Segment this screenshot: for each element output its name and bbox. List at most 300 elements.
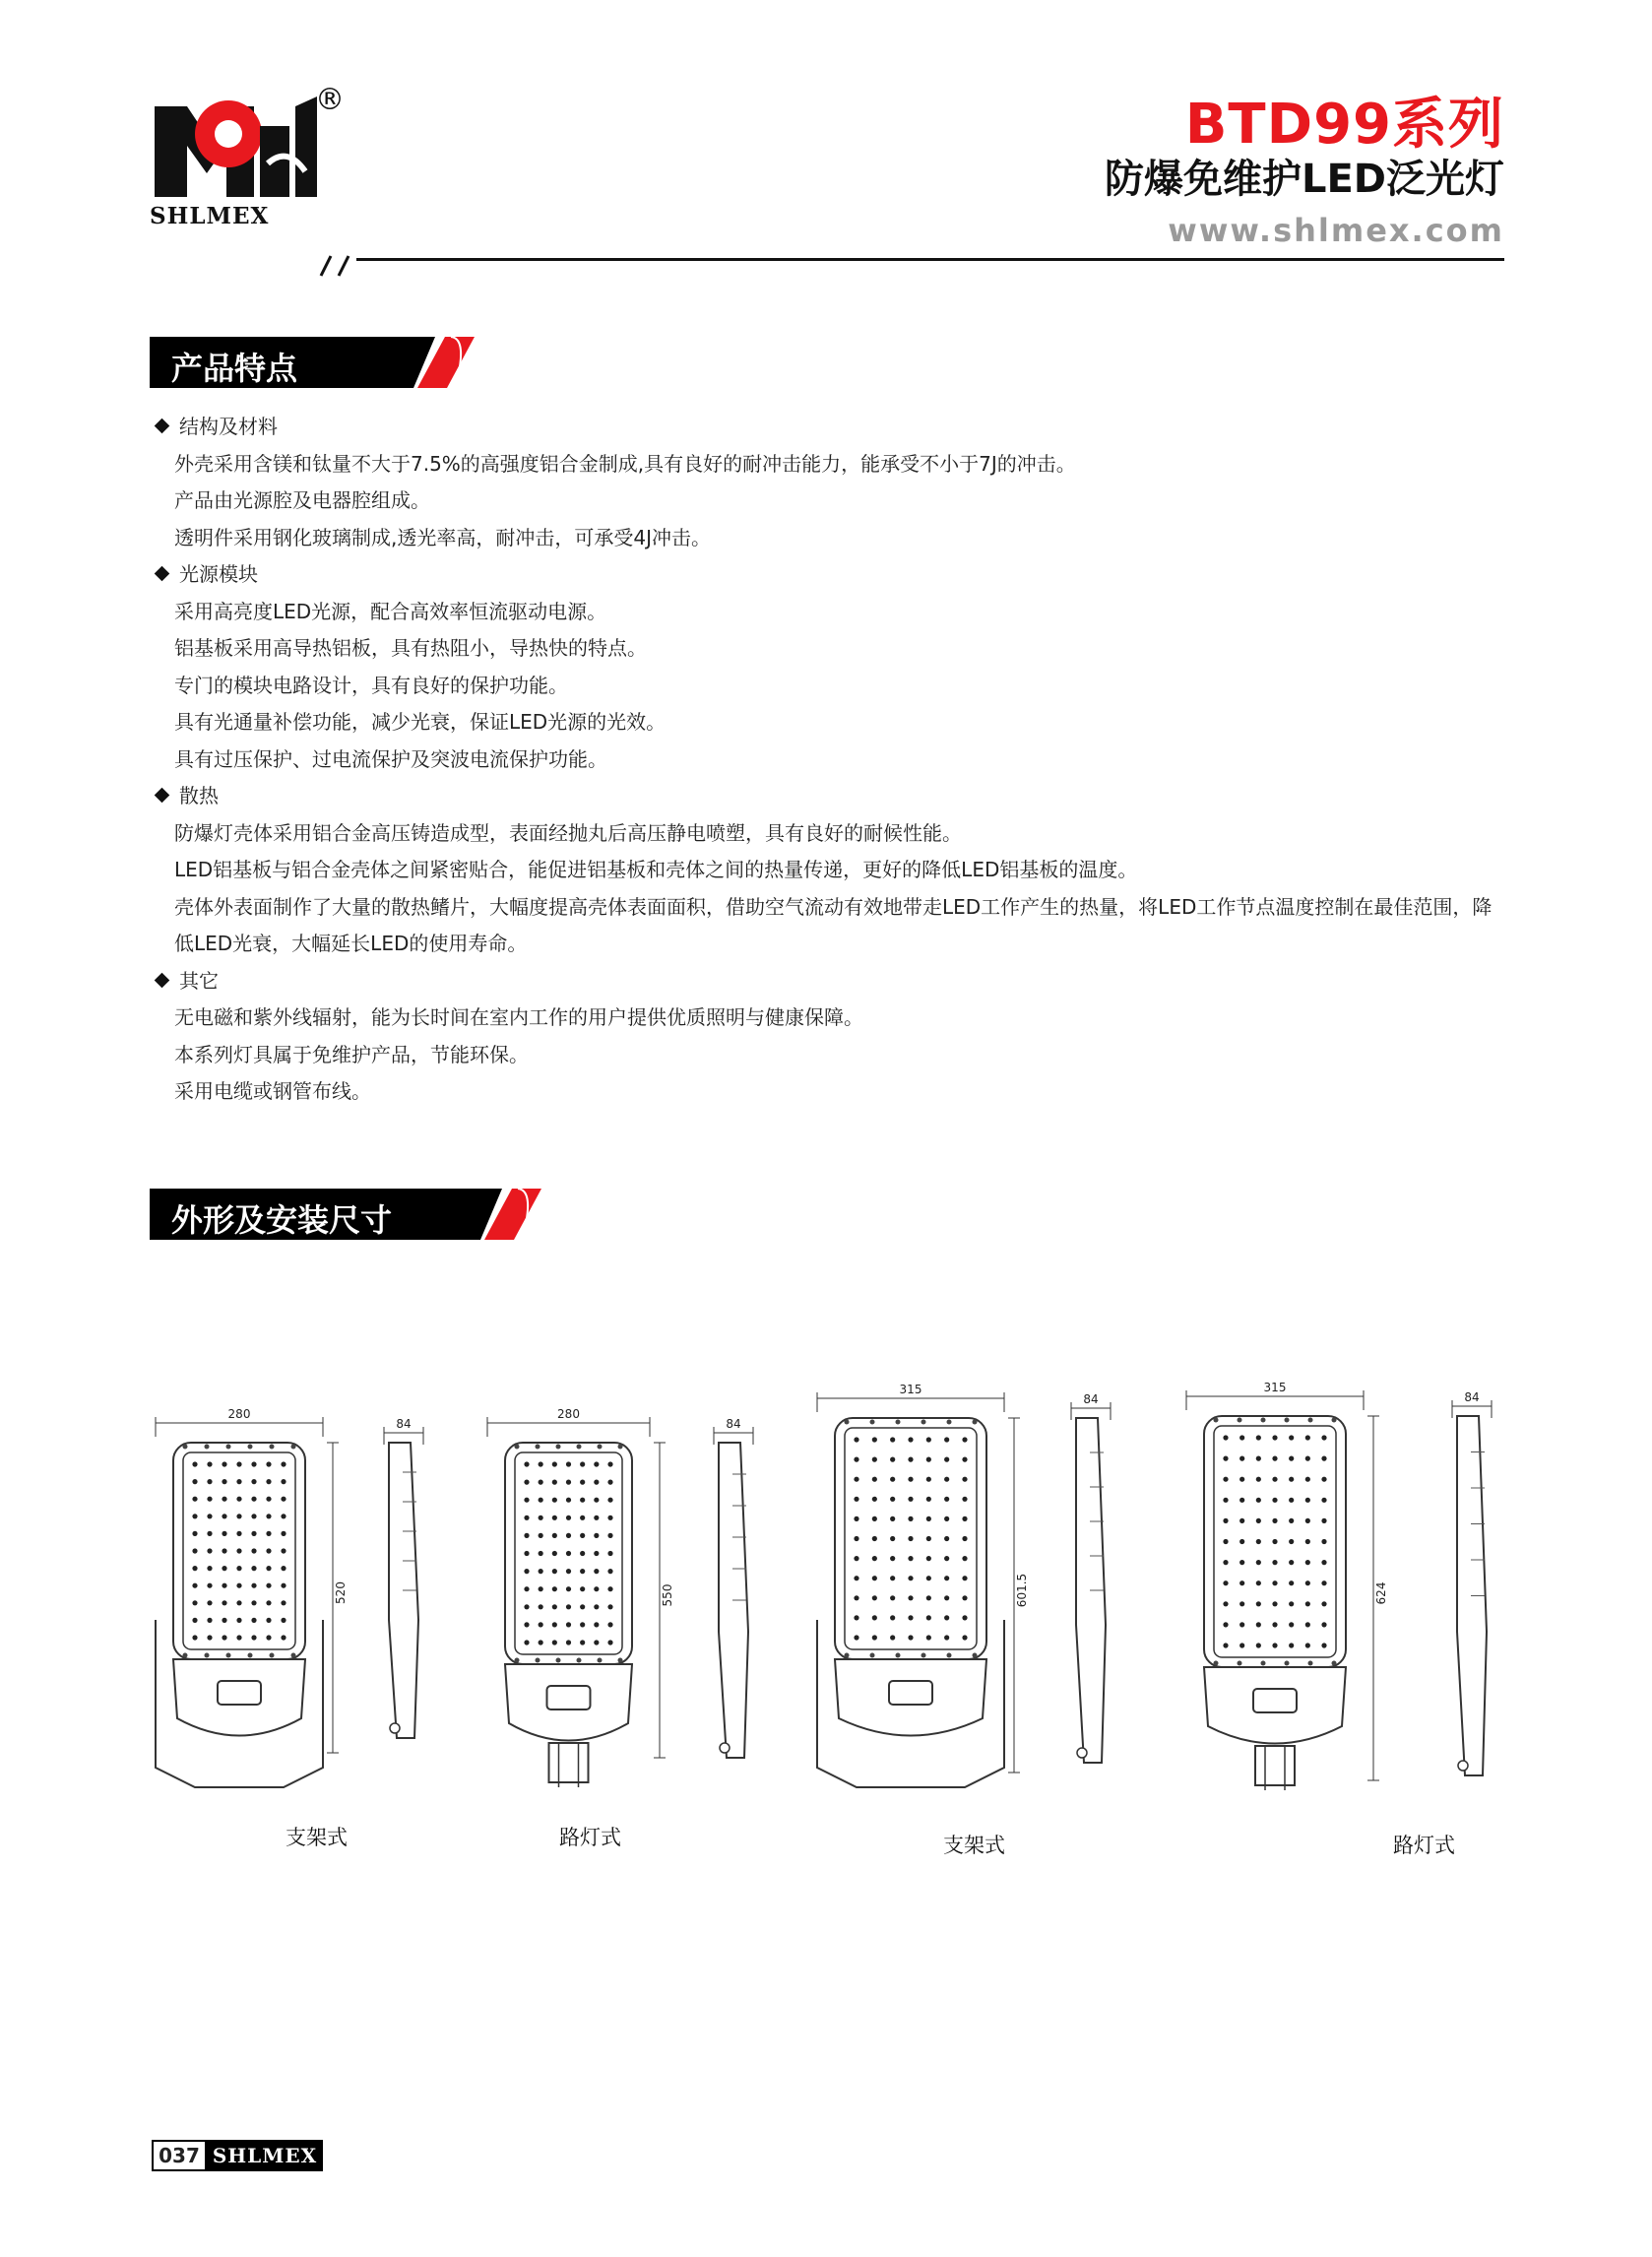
features-list <box>153 409 1511 1111</box>
led-dot <box>944 1556 949 1561</box>
width-dimension-label: 280 <box>557 1407 580 1421</box>
led-dot <box>1305 1498 1310 1503</box>
led-dot <box>251 1531 256 1536</box>
side-view-gland <box>720 1743 730 1753</box>
drawing-label: 路灯式 <box>559 1826 621 1849</box>
led-dot <box>192 1479 197 1484</box>
led-dot <box>1289 1477 1294 1482</box>
led-dot <box>1272 1622 1277 1627</box>
led-dot <box>236 1583 241 1588</box>
led-dot <box>1305 1580 1310 1585</box>
feature-heading: 结构及材料 <box>153 409 1511 446</box>
led-dot <box>944 1536 949 1541</box>
led-dot <box>251 1497 256 1502</box>
led-dot <box>854 1477 858 1482</box>
led-dot <box>552 1461 557 1466</box>
led-dot <box>552 1551 557 1556</box>
feature-line: 壳体外表面制作了大量的散热鳍片，大幅度提高壳体表面面积，借助空气流动有效地带走LED工作产生的热量，将LED工作节点温度控制在最佳范围，降低LED光衰，大幅延长LED的使用寿命。 <box>174 894 1493 955</box>
led-dot <box>1321 1580 1326 1585</box>
led-dot <box>566 1533 571 1538</box>
led-dot <box>890 1576 895 1580</box>
led-dot <box>944 1497 949 1502</box>
led-dot <box>1272 1456 1277 1461</box>
led-dot <box>962 1437 967 1442</box>
led-dot <box>580 1604 585 1609</box>
pole-mount <box>549 1743 589 1782</box>
led-dot <box>1256 1498 1261 1503</box>
led-dot <box>890 1437 895 1442</box>
led-dot <box>251 1479 256 1484</box>
led-dot <box>236 1548 241 1553</box>
led-dot <box>594 1586 599 1591</box>
led-dot <box>1272 1518 1277 1523</box>
led-dot <box>207 1497 212 1502</box>
led-dot <box>251 1583 256 1588</box>
led-dot <box>594 1622 599 1627</box>
led-dot <box>872 1556 877 1561</box>
led-dot <box>962 1615 967 1620</box>
led-dot <box>1305 1622 1310 1627</box>
led-dot <box>854 1556 858 1561</box>
led-dot <box>281 1548 286 1553</box>
led-dot <box>552 1480 557 1485</box>
led-dot <box>192 1548 197 1553</box>
led-dot <box>607 1515 612 1520</box>
led-dot <box>872 1477 877 1482</box>
led-dot <box>1223 1560 1228 1565</box>
led-dot <box>962 1457 967 1462</box>
led-dot <box>192 1583 197 1588</box>
diamond-bullet-icon <box>155 972 170 988</box>
led-dot <box>236 1479 241 1484</box>
led-dot <box>908 1457 913 1462</box>
led-dot <box>192 1635 197 1640</box>
led-dot <box>1223 1580 1228 1585</box>
feature-line: 具有过压保护、过电流保护及突波电流保护功能。 <box>174 746 607 771</box>
led-dot <box>222 1600 226 1605</box>
led-dot <box>872 1516 877 1521</box>
led-dot <box>962 1576 967 1580</box>
led-dot <box>908 1556 913 1561</box>
led-dot <box>524 1480 529 1485</box>
led-dot <box>890 1457 895 1462</box>
led-dot <box>222 1479 226 1484</box>
feature-line: 专门的模块电路设计，具有良好的保护功能。 <box>174 673 568 697</box>
led-dot <box>539 1461 543 1466</box>
led-dot <box>236 1635 241 1640</box>
led-dot <box>1223 1622 1228 1627</box>
feature-line: LED铝基板与铝合金壳体之间紧密贴合，能促进铝基板和壳体之间的热量传递，更好的降低LED铝基板的温度。 <box>174 858 1138 881</box>
led-dot <box>1289 1601 1294 1606</box>
side-view-gland <box>1077 1748 1087 1758</box>
led-dot <box>1289 1539 1294 1544</box>
led-dot <box>1321 1601 1326 1606</box>
side-view-gland <box>390 1723 400 1733</box>
led-dot <box>524 1461 529 1466</box>
led-dot <box>944 1576 949 1580</box>
led-dot <box>580 1461 585 1466</box>
led-dot <box>607 1640 612 1644</box>
led-dot <box>580 1640 585 1644</box>
led-dot <box>524 1515 529 1520</box>
product-name: 防爆免维护LED泛光灯 <box>1104 157 1504 202</box>
led-dot <box>251 1600 256 1605</box>
led-dot <box>1305 1477 1310 1482</box>
feature-line: 具有光通量补偿功能，减少光衰，保证LED光源的光效。 <box>174 710 667 734</box>
led-dot <box>552 1586 557 1591</box>
led-dot <box>944 1516 949 1521</box>
led-dot <box>266 1583 271 1588</box>
led-dot <box>1256 1539 1261 1544</box>
led-dot <box>594 1498 599 1503</box>
led-dot <box>1305 1601 1310 1606</box>
led-dot <box>566 1480 571 1485</box>
led-dot <box>222 1566 226 1571</box>
led-dot <box>236 1461 241 1466</box>
led-dot <box>926 1437 931 1442</box>
nameplate <box>218 1681 261 1705</box>
led-dot <box>962 1536 967 1541</box>
led-dot <box>1305 1435 1310 1440</box>
led-dot <box>1321 1477 1326 1482</box>
led-dot <box>926 1457 931 1462</box>
led-dot <box>872 1497 877 1502</box>
led-dot <box>1305 1643 1310 1647</box>
led-dot <box>607 1533 612 1538</box>
led-dot <box>962 1556 967 1561</box>
led-dot <box>1272 1643 1277 1647</box>
led-dot <box>1321 1539 1326 1544</box>
led-dot <box>962 1497 967 1502</box>
led-dot <box>908 1635 913 1640</box>
nameplate <box>889 1681 932 1705</box>
feature-line: 防爆灯壳体采用铝合金高压铸造成型，表面经抛丸后高压静电喷塑，具有良好的耐候性能。 <box>174 820 962 845</box>
led-dot <box>524 1533 529 1538</box>
registered-mark: ® <box>315 83 345 117</box>
led-dot <box>524 1622 529 1627</box>
height-dimension-label: 550 <box>661 1583 674 1607</box>
led-dot <box>524 1569 529 1574</box>
led-dot <box>1223 1601 1228 1606</box>
led-dot <box>539 1569 543 1574</box>
led-dot <box>1239 1456 1244 1461</box>
led-dot <box>908 1615 913 1620</box>
led-dot <box>580 1498 585 1503</box>
led-dot <box>580 1480 585 1485</box>
led-dot <box>1321 1622 1326 1627</box>
led-dot <box>1321 1456 1326 1461</box>
led-dot <box>566 1604 571 1609</box>
led-dot <box>566 1515 571 1520</box>
led-dot <box>1321 1560 1326 1565</box>
feature-line: 透明件采用钢化玻璃制成,透光率高，耐冲击，可承受4J冲击。 <box>174 525 711 549</box>
diamond-bullet-icon <box>155 566 170 582</box>
led-dot <box>1239 1518 1244 1523</box>
nameplate <box>1253 1689 1297 1712</box>
led-dot <box>552 1569 557 1574</box>
led-dot <box>1239 1560 1244 1565</box>
led-dot <box>566 1498 571 1503</box>
led-dot <box>552 1604 557 1609</box>
led-dot <box>1321 1518 1326 1523</box>
led-dot <box>566 1551 571 1556</box>
led-dot <box>594 1569 599 1574</box>
led-dot <box>580 1569 585 1574</box>
brand-logo <box>150 83 366 244</box>
led-dot <box>1289 1643 1294 1647</box>
feature-heading: 其它 <box>153 963 1511 1000</box>
width-dimension-label: 315 <box>899 1383 922 1396</box>
led-dot <box>926 1536 931 1541</box>
led-dot <box>192 1514 197 1518</box>
led-dot <box>1256 1622 1261 1627</box>
led-dot <box>552 1640 557 1644</box>
drawing-label: 路灯式 <box>1393 1834 1455 1857</box>
led-dot <box>1223 1477 1228 1482</box>
drawing-label: 支架式 <box>943 1834 1005 1857</box>
led-dot <box>222 1461 226 1466</box>
led-dot <box>524 1640 529 1644</box>
led-dot <box>281 1514 286 1518</box>
led-dot <box>594 1604 599 1609</box>
led-dot <box>1272 1498 1277 1503</box>
led-dot <box>1239 1435 1244 1440</box>
led-dot <box>607 1586 612 1591</box>
led-dot <box>281 1531 286 1536</box>
feature-heading: 光源模块 <box>153 556 1511 594</box>
led-dot <box>872 1595 877 1600</box>
led-dot <box>1256 1477 1261 1482</box>
led-dot <box>236 1566 241 1571</box>
diamond-bullet-icon <box>155 788 170 804</box>
led-dot <box>1272 1580 1277 1585</box>
led-dot <box>539 1551 543 1556</box>
led-dot <box>539 1586 543 1591</box>
led-dot <box>872 1635 877 1640</box>
led-dot <box>1239 1477 1244 1482</box>
led-dot <box>890 1595 895 1600</box>
led-dot <box>607 1604 612 1609</box>
led-dot <box>926 1615 931 1620</box>
led-dot <box>251 1461 256 1466</box>
led-dot <box>594 1551 599 1556</box>
led-dot <box>266 1635 271 1640</box>
led-dot <box>552 1622 557 1627</box>
led-dot <box>207 1618 212 1623</box>
led-dot <box>890 1497 895 1502</box>
depth-dimension-label: 84 <box>1083 1392 1099 1406</box>
led-dot <box>908 1516 913 1521</box>
led-dot <box>872 1437 877 1442</box>
led-dot <box>524 1551 529 1556</box>
feature-heading: 散热 <box>153 778 1511 815</box>
led-dot <box>524 1498 529 1503</box>
led-dot <box>222 1548 226 1553</box>
led-dot <box>539 1604 543 1609</box>
feature-line: 外壳采用含镁和钛量不大于7.5%的高强度铝合金制成,具有良好的耐冲击能力，能承受不小于7J的冲击。 <box>174 451 1076 476</box>
led-dot <box>580 1586 585 1591</box>
led-dot <box>1321 1498 1326 1503</box>
led-dot <box>854 1595 858 1600</box>
led-dot <box>908 1477 913 1482</box>
led-dot <box>890 1615 895 1620</box>
led-dot <box>594 1480 599 1485</box>
led-dot <box>1256 1518 1261 1523</box>
led-dot <box>594 1515 599 1520</box>
led-dot <box>926 1576 931 1580</box>
led-dot <box>192 1600 197 1605</box>
led-dot <box>207 1635 212 1640</box>
led-dot <box>207 1479 212 1484</box>
led-dot <box>607 1551 612 1556</box>
led-dot <box>1305 1456 1310 1461</box>
led-dot <box>266 1514 271 1518</box>
led-dot <box>908 1576 913 1580</box>
led-dot <box>266 1497 271 1502</box>
led-dot <box>580 1622 585 1627</box>
led-dot <box>1223 1643 1228 1647</box>
led-dot <box>1289 1456 1294 1461</box>
led-dot <box>251 1566 256 1571</box>
led-dot <box>580 1515 585 1520</box>
led-dot <box>1256 1643 1261 1647</box>
height-dimension-label: 601.5 <box>1015 1573 1029 1608</box>
led-dot <box>192 1531 197 1536</box>
led-dot <box>1272 1539 1277 1544</box>
series-title: BTD99系列 <box>1184 93 1504 157</box>
led-dot <box>594 1533 599 1538</box>
led-dot <box>539 1640 543 1644</box>
led-dot <box>1289 1622 1294 1627</box>
led-dot <box>207 1548 212 1553</box>
led-dot <box>607 1480 612 1485</box>
led-dot <box>539 1515 543 1520</box>
led-dot <box>236 1497 241 1502</box>
led-dot <box>1289 1580 1294 1585</box>
led-dot <box>251 1618 256 1623</box>
led-dot <box>192 1618 197 1623</box>
led-dot <box>1272 1477 1277 1482</box>
footer-brand: SHLMEX <box>207 2140 323 2171</box>
width-dimension-label: 280 <box>227 1407 251 1421</box>
led-dot <box>854 1437 858 1442</box>
led-dot <box>236 1531 241 1536</box>
nameplate <box>547 1686 591 1709</box>
led-dot <box>1305 1539 1310 1544</box>
led-dot <box>890 1477 895 1482</box>
led-dot <box>854 1576 858 1580</box>
led-dot <box>552 1498 557 1503</box>
led-dot <box>926 1516 931 1521</box>
led-dot <box>552 1515 557 1520</box>
section-dimensions-heading <box>150 1189 543 1240</box>
led-dot <box>1289 1435 1294 1440</box>
led-dot <box>1256 1435 1261 1440</box>
led-dot <box>580 1551 585 1556</box>
led-dot <box>192 1497 197 1502</box>
led-dot <box>266 1618 271 1623</box>
led-dot <box>1272 1601 1277 1606</box>
led-dot <box>251 1514 256 1518</box>
led-dot <box>1223 1498 1228 1503</box>
led-dot <box>281 1461 286 1466</box>
led-dot <box>1239 1539 1244 1544</box>
led-dot <box>1239 1601 1244 1606</box>
feature-line: 采用电缆或钢管布线。 <box>174 1079 371 1103</box>
led-dot <box>281 1497 286 1502</box>
led-dot <box>236 1618 241 1623</box>
led-dot <box>607 1622 612 1627</box>
led-dot <box>908 1437 913 1442</box>
led-dot <box>926 1477 931 1482</box>
depth-dimension-label: 84 <box>726 1417 741 1431</box>
led-dot <box>594 1640 599 1644</box>
website-link[interactable]: www.shlmex.com <box>1168 212 1504 249</box>
led-dot <box>1256 1601 1261 1606</box>
led-dot <box>1289 1498 1294 1503</box>
led-dot <box>872 1576 877 1580</box>
led-dot <box>944 1635 949 1640</box>
led-dot <box>1289 1560 1294 1565</box>
led-dot <box>524 1604 529 1609</box>
width-dimension-label: 315 <box>1263 1381 1287 1394</box>
led-dot <box>926 1497 931 1502</box>
led-dot <box>1223 1435 1228 1440</box>
led-dot <box>222 1531 226 1536</box>
led-dot <box>1239 1580 1244 1585</box>
led-dot <box>251 1548 256 1553</box>
led-dot <box>266 1548 271 1553</box>
led-dot <box>890 1635 895 1640</box>
led-dot <box>566 1640 571 1644</box>
led-dot <box>854 1497 858 1502</box>
diamond-bullet-icon <box>155 419 170 434</box>
led-dot <box>266 1566 271 1571</box>
led-dot <box>207 1514 212 1518</box>
led-dot <box>566 1622 571 1627</box>
led-dot <box>908 1536 913 1541</box>
led-dot <box>580 1533 585 1538</box>
led-dot <box>607 1569 612 1574</box>
led-dot <box>236 1514 241 1518</box>
led-dot <box>1239 1498 1244 1503</box>
led-dot <box>281 1479 286 1484</box>
feature-line: 铝基板采用高导热铝板，具有热阻小，导热快的特点。 <box>174 636 647 660</box>
led-dot <box>908 1595 913 1600</box>
led-dot <box>524 1586 529 1591</box>
led-dot <box>944 1477 949 1482</box>
led-dot <box>1305 1518 1310 1523</box>
led-dot <box>266 1461 271 1466</box>
led-dot <box>607 1461 612 1466</box>
led-dot <box>281 1600 286 1605</box>
height-dimension-label: 520 <box>334 1581 348 1604</box>
page-number: 037 <box>152 2140 207 2171</box>
led-dot <box>854 1635 858 1640</box>
depth-dimension-label: 84 <box>396 1417 412 1431</box>
led-dot <box>890 1556 895 1561</box>
height-dimension-label: 624 <box>1374 1581 1388 1605</box>
led-dot <box>251 1635 256 1640</box>
led-dot <box>281 1618 286 1623</box>
depth-dimension-label: 84 <box>1464 1390 1480 1404</box>
led-dot <box>552 1533 557 1538</box>
led-dot <box>192 1461 197 1466</box>
led-dot <box>962 1595 967 1600</box>
led-dot <box>281 1635 286 1640</box>
led-dot <box>1256 1560 1261 1565</box>
led-dot <box>539 1498 543 1503</box>
